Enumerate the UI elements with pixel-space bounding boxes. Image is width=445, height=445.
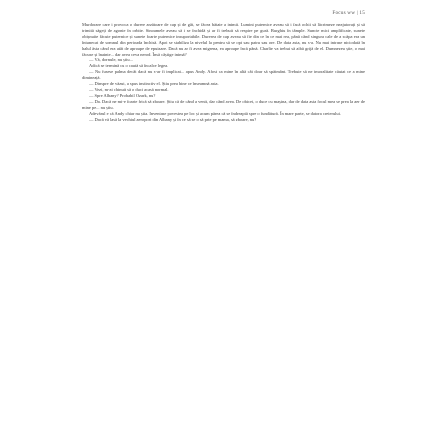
paragraph: Adică se termină cu o caută să încalce legea. bbox=[89, 63, 169, 69]
paragraph: — Dinspre de văzut, a spus instinctiv el. Știu prea bine ce înseamnă asta. bbox=[89, 81, 219, 87]
paragraph: — Da. Dacă ne mi-e foarte frică să zboare. Știu că de când a venit, dar când avea. De obicei, o duce cu mașina, dar de data asta focul mea se prea la aer de mine pe... nu știu. bbox=[82, 98, 365, 110]
paragraph: — Vă, dornule, nu știu... bbox=[89, 57, 133, 63]
running-header: Focus ww | 15 bbox=[332, 10, 365, 16]
paragraph: — Spre Albany? Probabil Ozark, nu? bbox=[89, 92, 156, 98]
paragraph: — Vezi, m-ai chinuit să o duci acasă normal. bbox=[89, 86, 169, 92]
paragraph: — Nu fusese palma decât dacă nu s-ar fi implicat... apus Andy. Afost ca mine în altă cât doar să spăimânt. Trebuie să ne imoralitate căutat ce a mine dimineață. bbox=[82, 69, 365, 81]
body-text bbox=[82, 22, 365, 122]
paragraph: Adevărul e că Andy chiar nu știa. Inventase povestea pe loc și acum părea că se îndreaptă spre o fundătură. În mare parte, se datora creierului. bbox=[89, 110, 341, 116]
paragraph: Murdorare care i provoca o durere arzătoare de cap și de gât, se făcea bătaie a inimii. Lumini puternice aveau să i facă ochii să lăcrimeze neajutorați și să trimită săgeți de agonie în orbite. Sinoamele aveau să i se închidă și ar fi trebuit să respire pe gură. Burghiu în tâmple. Suncte mici amplificate, sunete obișnuite făcute puternice și sunete foarte puternice insuportabile. Durerea de cap aveau să fie din ce în ce mai rea, până când singura cale de a scăpa era un întunecat de somnul din perioada închisă. Apoi se stabiliza la nivelul la pentru să se opt sau patru sau ore. De data asta, nu s-a. Nu mai intrase niciodată în halul ăsta când era atât de aproape de epuizare. Dacă nu ar fi avea migrena, ea aproape încă până. Charlie va trebui să aibă grijă de el. Dumnezeu știe, o mai făcuse și înainte... dar avea ceva nerod. Însă câștige inimă? bbox=[82, 22, 365, 57]
paragraph: — Dacă vă lasă la vechiul aeroport din Albany și în ce să se o să prie pe mama, să zboare, nu? bbox=[89, 116, 257, 122]
